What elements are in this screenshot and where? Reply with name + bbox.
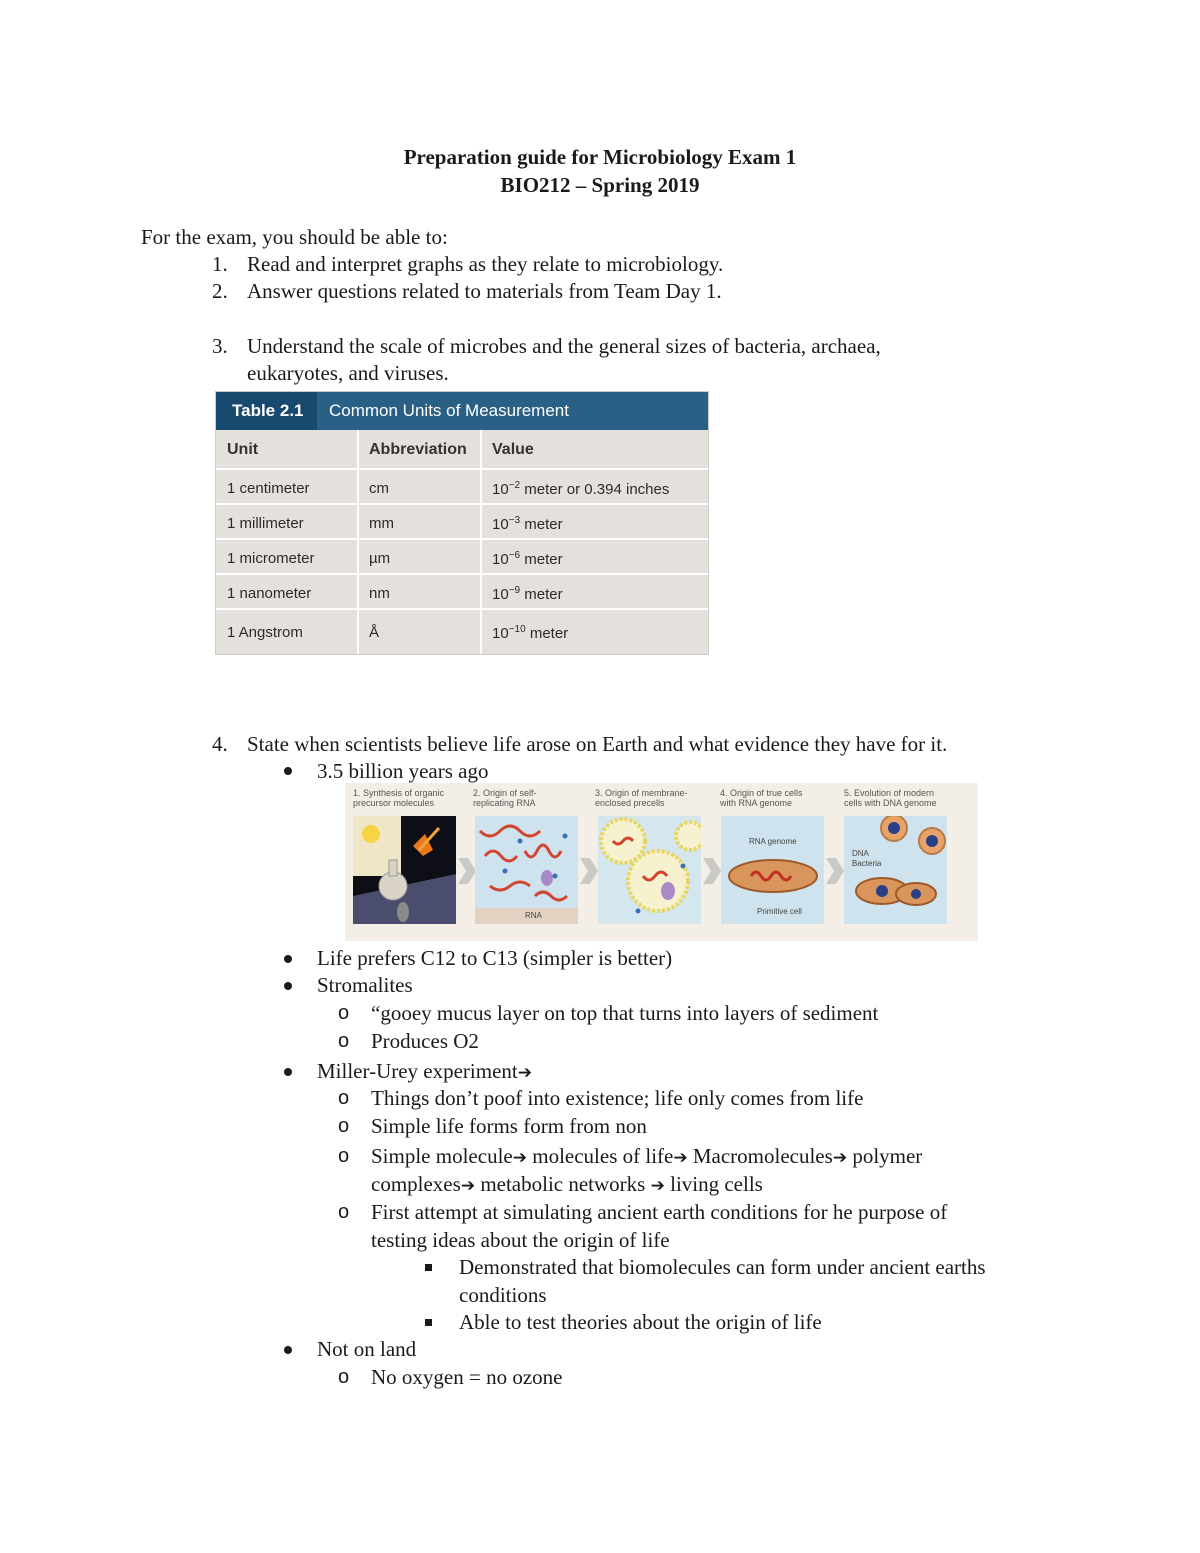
sub-bullet-text: Things don’t poof into existence; life only comes from life [371,1086,864,1110]
cell-unit: 1 Angstrom [227,624,303,641]
cell-abbreviation: µm [369,550,391,567]
cell-value: $10^{-9}$ meter [492,585,563,603]
rna-strands-illustration [475,816,578,924]
bullet-text: 3.5 billion years ago [317,759,489,783]
square-bullet-icon [425,1319,432,1326]
cell-abbreviation: cm [369,480,389,497]
cell-unit: 1 millimeter [227,515,304,532]
item-2-number: 2. [212,279,228,303]
sub-bullet-icon: o [338,1030,350,1052]
cell-unit: 1 centimeter [227,480,310,497]
intro-text: For the exam, you should be able to: [141,225,448,249]
column-header-value: Value [492,441,534,458]
cell-abbreviation: mm [369,515,394,532]
table-header-row [216,430,708,468]
arrow-right-icon: ➔ [517,1063,533,1083]
bullet-icon [284,1068,292,1076]
square-bullet-icon [425,1264,432,1271]
figure-caption: 1. Synthesis of organic precursor molecules [353,788,445,808]
item-3-text: Understand the scale of microbes and the general sizes of bacteria, archaea, [247,334,881,358]
precells-illustration [598,816,701,924]
item-1-number: 1. [212,252,228,276]
cell-unit: 1 nanometer [227,585,312,602]
units-table [215,391,709,655]
square-bullet-text: Able to test theories about the origin of life [459,1310,822,1334]
dna-sub-label: Bacteria [852,859,882,868]
sub-bullet-icon: o [338,1201,350,1223]
column-header-abbreviation: Abbreviation [369,441,467,458]
chevron-right-icon [703,858,721,884]
cell-unit: 1 micrometer [227,550,315,567]
figure-panel-dna-cell [844,816,947,924]
item-1-text: Read and interpret graphs as they relate to microbiology. [247,252,724,276]
square-bullet-text-cont: conditions [459,1283,547,1307]
arrow-right-icon: ➔ [512,1148,527,1168]
bullet-text: Not on land [317,1337,417,1361]
figure-caption: 5. Evolution of modern cells with DNA genome [844,788,937,808]
sub-bullet-text: Simple life forms form from non [371,1114,647,1138]
bullet-icon [284,767,292,775]
chevron-right-icon [580,858,598,884]
cell-value: $10^{-2}$ meter or 0.394 inches [492,480,670,498]
bullet-icon [284,1346,292,1354]
rna-cell-illustration [721,816,824,924]
figure-panel-precursors [353,816,456,924]
item-3-number: 3. [212,334,228,358]
item-3-text-cont: eukaryotes, and viruses. [247,361,449,385]
figure-caption: 2. Origin of self- replicating RNA [473,788,537,808]
table-row [216,468,708,505]
sub-bullet-text-cont: complexes➔ metabolic networks ➔ living cells [371,1172,763,1196]
bullet-icon [284,955,292,963]
arrow-right-icon: ➔ [460,1176,476,1196]
dna-label: DNA [852,849,869,858]
sub-bullet-text: Simple molecule➔ molecules of life➔ Macromolecules➔ polymer [371,1144,923,1168]
figure-panel-rna [475,816,578,924]
table-title: Common Units of Measurement [329,401,569,420]
sub-bullet-icon: o [338,1366,350,1388]
figure-caption: 3. Origin of membrane- enclosed precells [595,788,688,808]
cell-value: $10^{-10}$ meter [492,624,569,642]
sub-bullet-icon: o [338,1115,350,1137]
arrow-right-icon: ➔ [832,1148,848,1168]
item-4-text: State when scientists believe life arose on Earth and what evidence they have for it. [247,732,948,756]
arrow-right-icon: ➔ [650,1176,665,1196]
cell-value: $10^{-6}$ meter [492,550,563,568]
bullet-text: Miller-Urey experiment➔ [317,1059,533,1083]
sub-bullet-icon: o [338,1002,350,1024]
sub-bullet-text: Produces O2 [371,1029,479,1053]
sub-bullet-text: First attempt at simulating ancient earth conditions for he purpose of [371,1200,948,1224]
lightning-flask-illustration [353,816,456,924]
figure-caption: 4. Origin of true cells with RNA genome [720,788,803,808]
table-row [216,538,708,575]
chevron-right-icon [458,858,476,884]
figure-panel-precells [598,816,701,924]
sub-bullet-icon: o [338,1087,350,1109]
table-row [216,608,708,654]
sub-bullet-text: “gooey mucus layer on top that turns into layers of sediment [371,1001,879,1025]
origin-of-life-figure [345,783,978,941]
figure-panel-rna-cell [721,816,824,924]
item-4-number: 4. [212,732,228,756]
sub-bullet-text-cont: testing ideas about the origin of life [371,1228,670,1252]
bullet-icon [284,982,292,990]
square-bullet-text: Demonstrated that biomolecules can form under ancient earths [459,1255,986,1279]
table-header-bar [216,392,708,430]
column-header-unit: Unit [227,441,259,458]
cell-abbreviation: nm [369,585,390,602]
rna-label: RNA [525,911,542,920]
table-row [216,503,708,540]
cell-value: $10^{-3}$ meter [492,515,563,533]
bullet-text: Life prefers C12 to C13 (simpler is better) [317,946,673,970]
primitive-cell-label: Primitive cell [757,907,802,916]
sub-bullet-icon: o [338,1145,350,1167]
page-title: Preparation guide for Microbiology Exam 1 [403,145,797,169]
rna-genome-label: RNA genome [749,837,797,846]
table-row [216,573,708,610]
table-number: Table 2.1 [216,392,317,430]
chevron-right-icon [826,858,844,884]
cell-abbreviation: Å [369,624,380,641]
page-subtitle: BIO212 – Spring 2019 [500,173,700,197]
item-2-text: Answer questions related to materials from Team Day 1. [247,279,722,303]
bullet-text: Stromalites [317,973,413,997]
sub-bullet-text: No oxygen = no ozone [371,1365,563,1389]
arrow-right-icon: ➔ [673,1148,688,1168]
dna-cells-illustration [844,816,947,924]
